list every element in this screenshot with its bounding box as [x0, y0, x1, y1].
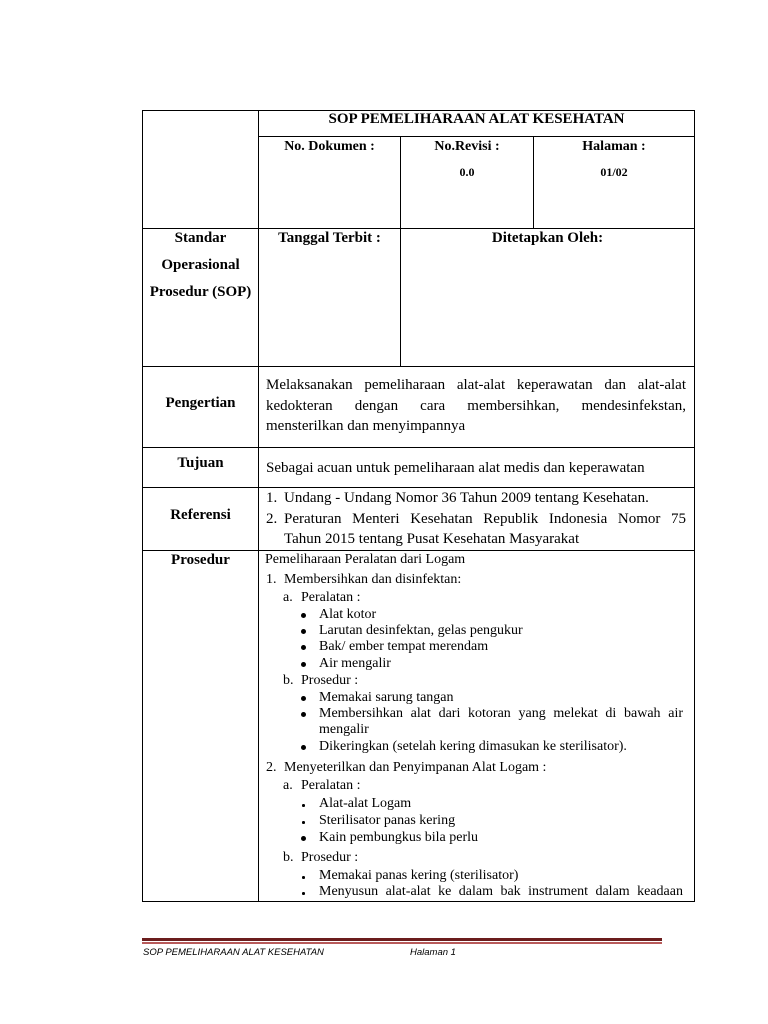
sop-label-line-3: Prosedur (SOP) [149, 284, 252, 300]
document-title: SOP PEMELIHARAAN ALAT KESEHATAN [328, 111, 625, 127]
step-1-b-title: Prosedur : [301, 673, 359, 688]
step-2-a-item-1: Alat-alat Logam [319, 796, 412, 811]
tujuan-label: Tujuan [177, 455, 224, 471]
referensi-1-num: 1. [266, 490, 278, 506]
step-1-b-label: b. [283, 673, 294, 688]
referensi-2-line-2: Tahun 2015 tentang Pusat Kesehatan Masyarakat [284, 531, 580, 547]
footer-page-number: Halaman 1 [410, 947, 456, 958]
step-2-a-item-2: Sterilisator panas kering [319, 813, 456, 828]
prosedur-heading: Pemeliharaan Peralatan dari Logam [265, 552, 466, 567]
step-2-title: Menyeterilkan dan Penyimpanan Alat Logam : [284, 760, 547, 775]
prosedur-label: Prosedur [171, 552, 230, 568]
referensi-2-line-1: Peraturan Menteri Kesehatan Republik Indonesia Nomor 75 [284, 511, 686, 527]
bullet-icon [301, 613, 306, 618]
referensi-2-num: 2. [266, 511, 278, 527]
tujuan-text: Sebagai acuan untuk pemeliharaan alat medis dan keperawatan [266, 460, 645, 476]
step-1-a-item-4: Air mengalir [319, 656, 391, 671]
ditetapkan-label: Ditetapkan Oleh: [491, 230, 604, 246]
step-1-a-title: Peralatan : [301, 590, 361, 605]
step-1-a-label: a. [283, 590, 293, 605]
pengertian-label: Pengertian [165, 395, 236, 411]
bullet-icon [301, 645, 306, 650]
footer-rule-bottom [142, 942, 662, 944]
step-2-b-label: b. [283, 850, 294, 865]
step-1-a-item-3: Bak/ ember tempat merendam [319, 639, 489, 654]
pengertian-line-1: Melaksanakan pemeliharaan alat-alat keperawatan dan alat-alat [266, 377, 686, 393]
step-1-b-item-1: Memakai sarung tangan [319, 690, 454, 705]
bullet-icon [301, 745, 306, 750]
step-2-b-title: Prosedur : [301, 850, 359, 865]
no-dokumen-label: No. Dokumen : [284, 139, 375, 154]
step-2-num: 2. [266, 760, 277, 775]
step-2-b-item-2-line-1: Menyusun alat-alat ke dalam bak instrument dalam keadaan [319, 884, 683, 899]
sop-label-line-1: Standar [174, 230, 227, 246]
sop-table [142, 110, 695, 902]
footer-document-title: SOP PEMELIHARAAN ALAT KESEHATAN [143, 947, 324, 958]
step-2-a-item-3: Kain pembungkus bila perlu [319, 830, 479, 845]
referensi-1-text: Undang - Undang Nomor 36 Tahun 2009 tentang Kesehatan. [284, 490, 649, 506]
step-1-a-item-2: Larutan desinfektan, gelas pengukur [319, 623, 523, 638]
bullet-icon [301, 836, 306, 841]
halaman-value: 01/02 [600, 165, 628, 179]
bullet-icon [302, 821, 305, 824]
footer-rule-top [142, 938, 662, 941]
tanggal-terbit-label: Tanggal Terbit : [278, 230, 381, 246]
step-1-a-item-1: Alat kotor [319, 607, 377, 622]
sop-label-line-2: Operasional [161, 257, 240, 273]
step-2-a-title: Peralatan : [301, 778, 361, 793]
no-revisi-value: 0.0 [459, 165, 475, 179]
bullet-icon [302, 804, 305, 807]
step-1-b-item-3: Dikeringkan (setelah kering dimasukan ke sterilisator). [319, 739, 627, 754]
step-1-b-item-2-line-1: Membersihkan alat dari kotoran yang melekat di bawah air [319, 706, 683, 721]
no-revisi-label: No.Revisi : [434, 139, 500, 154]
step-1-title: Membersihkan dan disinfektan: [284, 572, 462, 587]
pengertian-line-2: kedokteran dengan cara membersihkan, mendesinfekstan, [266, 398, 686, 414]
bullet-icon [302, 876, 305, 879]
bullet-icon [301, 662, 306, 667]
pengertian-line-3: mensterilkan dan menyimpannya [266, 418, 466, 434]
step-1-b-item-2-line-2: mengalir [319, 722, 369, 737]
bullet-icon [302, 892, 305, 895]
bullet-icon [301, 696, 306, 701]
halaman-label: Halaman : [582, 139, 646, 154]
step-2-a-label: a. [283, 778, 293, 793]
bullet-icon [301, 712, 306, 717]
step-2-b-item-1: Memakai panas kering (sterilisator) [319, 868, 519, 883]
referensi-label: Referensi [170, 507, 231, 523]
bullet-icon [301, 629, 306, 634]
step-1-num: 1. [266, 572, 277, 587]
